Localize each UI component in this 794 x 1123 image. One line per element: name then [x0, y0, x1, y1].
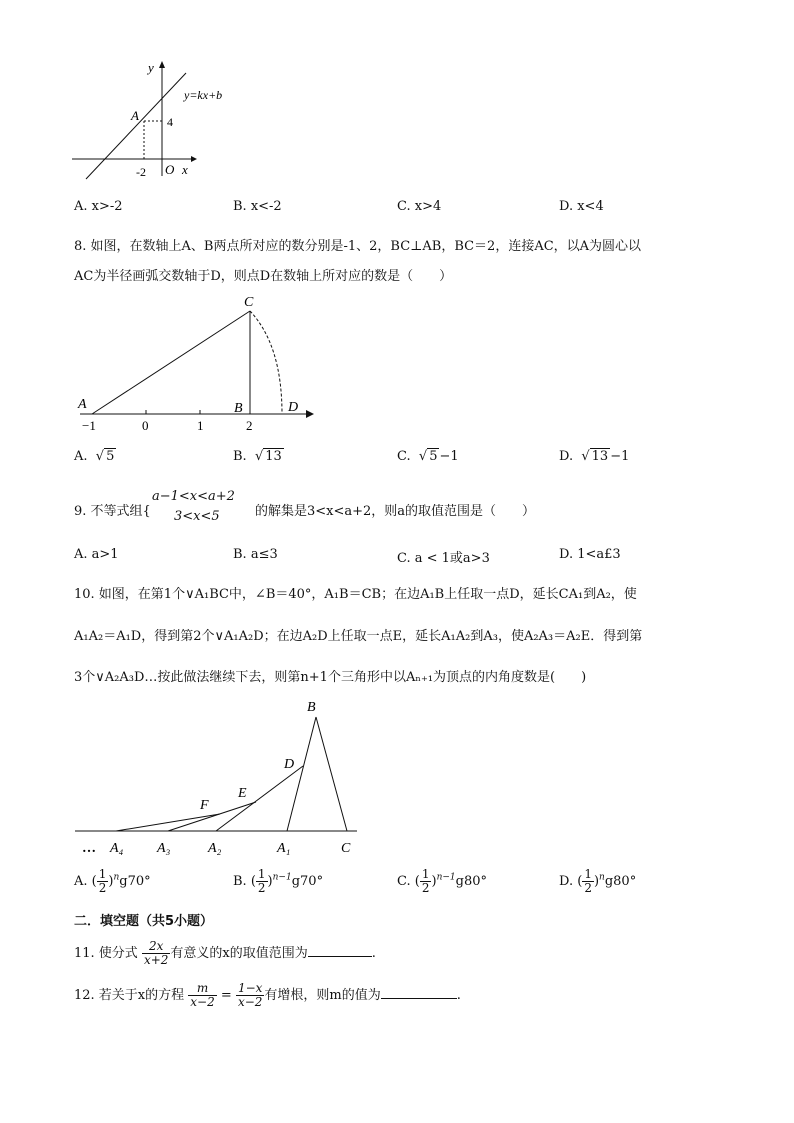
q7-option-d[interactable]: D. x<4 [559, 199, 604, 214]
point-f-label: F [200, 798, 209, 813]
x-value-label: -2 [136, 165, 146, 179]
q10-option-c-den: 2 [421, 881, 430, 895]
q10-option-b[interactable]: B. ( $\frac{1}{2}$ )$^{n-1}$g70° [233, 867, 324, 895]
q10-option-a-fraction [97, 868, 109, 895]
q7-option-b[interactable]: B. x<-2 [233, 199, 282, 214]
q10-option-a-tail: g70° [119, 874, 151, 889]
y-axis-arrow [159, 61, 165, 68]
q12-den-right: x−2 [237, 995, 263, 1009]
q10-option-a-num: 1 [98, 867, 107, 881]
q10-stem-line3: 3个∨A₂A₃D…按此做法继续下去，则第n+1个三角形中以Aₙ₊₁为顶点的内角度数是( ) [74, 670, 587, 685]
q10-option-c-tail: g80° [455, 874, 488, 889]
q10-stem-line2: A₁A₂＝A₁D，得到第2个∨A₁A₂D；在边A₂D上任取一点E，延长A₁A₂到A₃，使A₂A₃＝A₂E．得到第 [74, 629, 643, 644]
q8-option-d-tail: −1 [610, 449, 630, 464]
q10-option-b-den: 2 [257, 881, 266, 895]
tick-label-1: 1 [197, 418, 204, 433]
q10-option-b-fraction [256, 868, 268, 895]
point-a1-label: A₁ [277, 841, 291, 856]
q10-option-a-exp: n [113, 872, 120, 883]
q9-system [152, 487, 235, 527]
q7-option-c[interactable]: C. x>4 [397, 199, 442, 214]
point-a-label: A [131, 108, 139, 123]
segment-a1-b [287, 717, 316, 831]
q12: 12. 若关于x的方程 $\frac{m}{x-2}$ = $\frac{1-x}{x-2}$ 有增根，则m的值为 . [74, 981, 461, 1009]
q8-option-d-radicand: 13 [591, 449, 609, 464]
q11: 11. 使分式 $\frac{2x}{x+2}$ 有意义的x的取值范围为 . [74, 939, 376, 967]
q10-option-c-num: 1 [421, 867, 430, 881]
line-label: y=kx+b [184, 88, 223, 102]
q10-option-d[interactable]: D. ( $\frac{1}{2}$ )$^n$g80° [559, 867, 637, 895]
arc-cd [250, 311, 282, 414]
origin-label: O [165, 162, 175, 177]
q10-option-d-tail: g80° [604, 874, 637, 889]
q8-stem-line2: AC为半径画弧交数轴于D，则点D在数轴上所对应的数是（ ） [74, 269, 453, 284]
q8-option-a[interactable]: A. √ 5 [74, 449, 115, 464]
q10-option-a-letter: A. [74, 874, 88, 889]
point-d-label: D [288, 400, 299, 415]
q11-fraction [142, 940, 170, 967]
q12-fraction-right [236, 982, 264, 1009]
point-a4-label: A₄ [110, 841, 124, 856]
q11-prefix: 11. 使分式 [74, 946, 138, 961]
q10-option-a[interactable]: A. ( $\frac{1}{2}$ )$^n$g70° [74, 867, 151, 895]
q10-option-a-den: 2 [98, 881, 107, 895]
ellipsis-label: … [82, 841, 96, 856]
point-d-label: D [284, 757, 295, 772]
q12-fraction-left [188, 982, 216, 1009]
q8-option-c-tail: −1 [439, 449, 459, 464]
segment-a4-f [116, 814, 220, 831]
q8-option-b-radicand: 13 [265, 449, 282, 464]
q9-option-a[interactable]: A. a>1 [74, 547, 119, 562]
y-axis-label: y [148, 60, 154, 75]
q11-den: x+2 [143, 953, 169, 967]
q11-answer-blank[interactable] [308, 956, 372, 957]
q11-suffix: 有意义的x的取值范围为 [170, 946, 308, 961]
q10-option-d-den: 2 [584, 881, 592, 895]
tick-label-neg1: −1 [82, 418, 96, 433]
point-b-label: B [307, 700, 316, 715]
q12-num-left: m [188, 982, 216, 996]
q10-option-d-num: 1 [584, 867, 592, 881]
q8-option-c-radicand: 5 [429, 449, 438, 464]
q10-option-b-exp: n−1 [272, 872, 292, 883]
q8-figure [70, 290, 330, 435]
q12-den-left: x−2 [190, 995, 215, 1009]
q8-option-d[interactable]: D. √ 13 −1 [559, 449, 630, 464]
q8-option-d-letter: D. [559, 449, 574, 464]
point-a-label: A [78, 397, 87, 412]
point-e-label: E [238, 786, 247, 801]
q12-prefix: 12. 若关于x的方程 [74, 988, 185, 1003]
point-b-label: B [234, 401, 243, 416]
q10-option-b-num: 1 [257, 867, 266, 881]
q11-num: 2x [142, 940, 170, 954]
q10-option-d-exp: n [599, 872, 605, 883]
x-axis-label: x [182, 162, 188, 177]
point-a3-label: A₃ [157, 841, 171, 856]
segment-ac [92, 311, 250, 414]
point-c-label: C [341, 841, 351, 856]
q10-option-b-tail: g70° [291, 874, 324, 889]
q8-option-c-letter: C. [397, 449, 411, 464]
q9-option-d[interactable]: D. 1<a£3 [559, 547, 621, 562]
q12-equals: = [220, 988, 232, 1003]
q9-stem-prefix: 9. 不等式组{ [74, 504, 151, 519]
q8-option-a-letter: A. [74, 449, 88, 464]
q12-suffix: 有增根，则m的值为 [264, 988, 381, 1003]
q9-system-row1: a−1<x<a+2 [152, 489, 235, 504]
q12-answer-blank[interactable] [381, 998, 457, 999]
q10-option-c-exp: n−1 [436, 872, 456, 883]
q7-option-a[interactable]: A. x>-2 [74, 199, 123, 214]
q10-figure [70, 695, 370, 865]
q10-option-d-fraction [582, 868, 594, 895]
q10-option-d-letter: D. [559, 874, 574, 889]
q12-num-right: 1−x [237, 981, 263, 995]
segment-a3-e [168, 802, 256, 831]
tick-label-0: 0 [142, 418, 149, 433]
tick-label-2: 2 [246, 418, 253, 433]
number-line-arrow [306, 410, 314, 418]
point-a2-label: A₂ [208, 841, 222, 856]
q8-option-b[interactable]: B. √ 13 [233, 449, 282, 464]
segment-b-c [316, 717, 347, 831]
q9-system-row2: 3<x<5 [174, 509, 220, 524]
q9-option-b[interactable]: B. a≤3 [233, 547, 278, 562]
q10-option-c[interactable]: C. ( $\frac{1}{2}$ )$^{n-1}$g80° [397, 867, 488, 895]
q8-option-b-letter: B. [233, 449, 247, 464]
q8-stem-line1: 8. 如图，在数轴上A、B两点所对应的数分别是-1、2，BC⊥AB，BC＝2，连接AC，以A为圆心以 [74, 239, 642, 254]
q10-option-c-letter: C. [397, 874, 411, 889]
point-c-label: C [244, 295, 254, 310]
q10-option-b-letter: B. [233, 874, 247, 889]
section-heading-fill-in: 二．填空题（共5小题） [74, 914, 214, 929]
q10-option-c-fraction [420, 868, 432, 895]
q10-stem-line1: 10. 如图，在第1个∨A₁BC中，∠B＝40°，A₁B＝CB；在边A₁B上任取一点D，延长CA₁到A₂，使 [74, 587, 637, 602]
q9-stem-suffix: 的解集是3<x<a+2，则a的取值范围是（ ） [255, 504, 536, 519]
q7-figure [66, 58, 246, 188]
q9-option-c[interactable]: C. a < 1或a>3 [397, 551, 490, 566]
q8-option-c[interactable]: C. √ 5 −1 [397, 449, 459, 464]
q8-option-a-radicand: 5 [106, 449, 115, 464]
x-axis-arrow [191, 156, 197, 162]
y-value-label: 4 [167, 115, 173, 129]
